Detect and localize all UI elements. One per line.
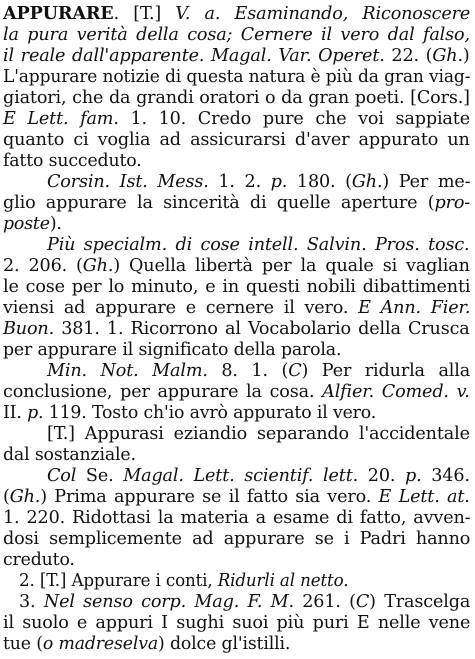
body-text: ) Per me-	[382, 172, 471, 192]
body-text: 1. 220. Ridottasi la materia a esame di fatto, avven-	[3, 508, 471, 528]
italic-text: E Lett. at.	[378, 487, 470, 507]
body-text: . [T.]	[113, 4, 176, 24]
italic-text: Alfier. Comed. v.	[322, 382, 470, 402]
body-text: per appurare il significato della parola.	[3, 340, 342, 360]
italic-text: C	[355, 592, 370, 612]
italic-text: Gh.	[432, 46, 463, 66]
body-text: ) Prima appurare se il fatto sia vero.	[40, 487, 379, 507]
body-text: 180. (	[287, 172, 352, 192]
italic-text: pro-	[434, 193, 471, 213]
italic-text: E Ann. Fier.	[358, 298, 471, 318]
italic-text: Min. Not. Malm.	[47, 361, 208, 381]
italic-text: E Lett. fam.	[3, 109, 119, 129]
text-line	[3, 633, 470, 659]
italic-text: poste	[3, 214, 50, 234]
body-text: ) dolce gl'istilli.	[158, 634, 291, 654]
italic-text: Gh.	[9, 487, 41, 507]
body-text: giatori, che da grandi oratori o da gran poeti. [Cors.]	[3, 88, 470, 108]
body-text: 22. (	[384, 46, 433, 66]
headword: APPURARE	[3, 3, 114, 24]
body-text: 2. 206. (	[3, 256, 83, 276]
body-text: fatto succeduto.	[3, 151, 142, 171]
italic-text: il reale dall'apparente. Magal. Var. Operet.	[3, 46, 385, 66]
body-text: dal sostanziale.	[3, 445, 136, 465]
body-text: Se.	[76, 466, 124, 486]
italic-text: Gh.	[82, 256, 114, 276]
italic-text: o madreselva	[42, 634, 159, 654]
body-text: 381. 1. Ricorrono al Vocabolario della Crusca	[54, 319, 470, 339]
body-text: tue (	[3, 634, 43, 654]
body-text: glio appurare la sincerità di quelle aperture (	[3, 193, 435, 213]
body-text: 8. 1. (	[207, 361, 289, 381]
body-text: [T.] Appurasi eziandio separando l'accidentale	[47, 424, 470, 444]
body-text: (	[3, 487, 10, 507]
italic-text: Magal. Lett. scientif. lett.	[123, 466, 359, 486]
italic-text: Corsin. Ist. Mess.	[47, 172, 209, 192]
body-text: 3.	[19, 592, 44, 612]
body-text: 119. Tosto ch'io avrò appurato il vero.	[43, 403, 377, 423]
body-text: 1. 10. Credo pure che voi sappiate	[118, 109, 470, 129]
italic-text: p.	[270, 172, 288, 192]
body-text: conclusione, per appurare la cosa.	[3, 382, 323, 402]
italic-text: Nel senso corp. Mag. F. M.	[43, 592, 294, 612]
italic-text: C	[288, 361, 302, 381]
italic-text: V. a. Esaminando, Riconoscere	[175, 4, 471, 24]
body-text: )	[462, 46, 470, 66]
body-text: 346.	[421, 466, 470, 486]
body-text: 1. 2.	[208, 172, 271, 192]
italic-text: Più specialm. di cose intell. Salvin. Pros. tosc.	[47, 235, 470, 255]
body-text: 261. (	[293, 592, 356, 612]
italic-text: p.	[27, 403, 44, 423]
body-text: viensi ad appurare e cernere il vero.	[3, 298, 359, 318]
body-text: dosi semplicemente ad appurare se i Padri hanno	[3, 529, 471, 549]
body-text: il suolo e appuri I sughi suoi più puri E nelle vene	[3, 613, 471, 633]
body-text: quanto ci voglia ad assicurarsi d'aver appurato un	[3, 130, 470, 150]
italic-text: la pura verità della cosa; Cernere il vero dal falso,	[3, 25, 470, 45]
body-text: II.	[3, 403, 28, 423]
body-text: le cose per lo minuto, e in questi nobili dibattimenti	[3, 277, 471, 297]
body-text: 20.	[358, 466, 405, 486]
italic-text: Gh.	[351, 172, 383, 192]
italic-text: Ridurli al netto.	[217, 571, 349, 591]
body-text: ) Quella libertà per la quale si vaglian	[113, 256, 470, 276]
body-text: 2. [T.] Appurare i conti,	[19, 571, 218, 591]
italic-text: Buon.	[3, 319, 55, 339]
body-text: L'appurare notizie di questa natura è più da gran viag-	[3, 67, 471, 87]
body-text: creduto.	[3, 550, 75, 570]
body-text: ).	[49, 214, 62, 234]
italic-text: Col	[47, 466, 77, 486]
body-text: ) Trascelga	[369, 592, 471, 612]
italic-text: p.	[405, 466, 422, 486]
body-text: ) Per ridurla alla	[301, 361, 471, 381]
